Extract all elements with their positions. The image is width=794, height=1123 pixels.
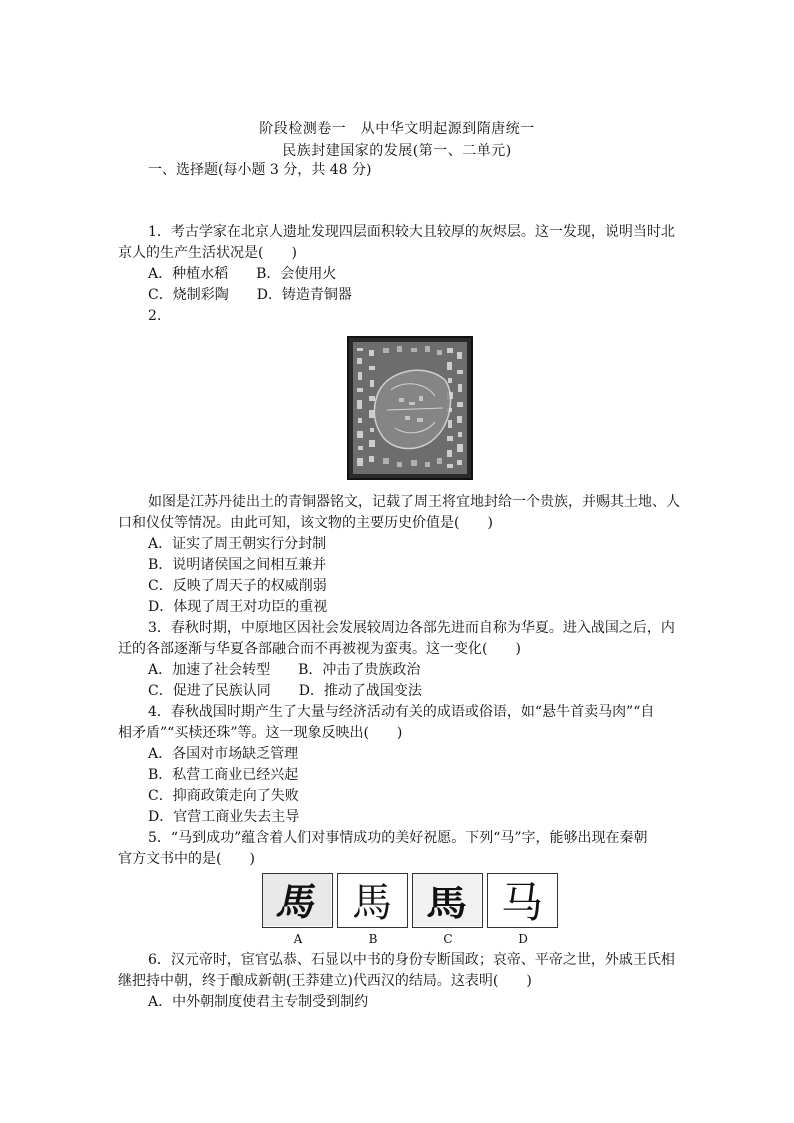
q2-stem-line1: 如图是江苏丹徒出土的青铜器铭文，记载了周王将宜地封给一个贵族，并赐其土地、人 bbox=[148, 494, 680, 510]
q3-stem-line2: 迁的各部逐渐与华夏各部融合而不再被视为蛮夷。这一变化( ) bbox=[118, 641, 521, 657]
ma-char-c-glyph: 馬 bbox=[425, 883, 467, 924]
ma-char-d-image bbox=[487, 873, 558, 928]
q4-option-a: A．各国对市场缺乏管理 bbox=[148, 746, 299, 762]
ma-char-label-d: D bbox=[518, 932, 528, 946]
q2-option-b: B．说明诸侯国之间相互兼并 bbox=[148, 557, 327, 573]
q2-option-d: D．体现了周王对功臣的重视 bbox=[148, 599, 328, 615]
q1-options-line1: A．种植水稻 B．会使用火 bbox=[148, 266, 337, 282]
ma-char-b-image bbox=[337, 873, 408, 928]
ma-char-a-image bbox=[262, 873, 333, 928]
q6-stem-line1: 6．汉元帝时，宦官弘恭、石显以中书的身份专断国政；哀帝、平帝之世，外戚王氏相 bbox=[148, 952, 675, 968]
ma-char-label-b: B bbox=[368, 932, 378, 946]
exam-subtitle: 民族封建国家的发展(第一、二单元) bbox=[282, 143, 512, 159]
q1-stem-line1: 1．考古学家在北京人遗址发现四层面积较大且较厚的灰烬层。这一发现，说明当时北 bbox=[148, 224, 675, 240]
q2-option-c: C．反映了周天子的权威削弱 bbox=[148, 578, 327, 594]
exam-title: 阶段检测卷一 从中华文明起源到隋唐统一 bbox=[259, 121, 535, 137]
q3-options-line2: C．促进了民族认同 D．推动了战国变法 bbox=[148, 683, 422, 699]
ma-char-b-glyph: 馬 bbox=[352, 880, 392, 926]
ma-char-label-a: A bbox=[293, 932, 303, 946]
q1-stem-line2: 京人的生产生活状况是( ) bbox=[118, 245, 297, 261]
q4-option-d: D．官营工商业失去主导 bbox=[148, 809, 300, 825]
ma-char-d-glyph: 马 bbox=[500, 878, 544, 926]
ma-char-label-c: C bbox=[443, 932, 453, 946]
q5-stem-line2: 官方文书中的是( ) bbox=[118, 851, 255, 867]
ma-character-images bbox=[262, 873, 558, 929]
q1-options-line2: C．烧制彩陶 D．铸造青铜器 bbox=[148, 287, 352, 303]
q2-option-a: A．证实了周王朝实行分封制 bbox=[148, 536, 327, 552]
q3-options-line1: A．加速了社会转型 B．冲击了贵族政治 bbox=[148, 662, 421, 678]
q6-stem-line2: 继把持中朝，终于酿成新朝(王莽建立)代西汉的结局。这表明( ) bbox=[118, 973, 532, 989]
q4-stem-line1: 4．春秋战国时期产生了大量与经济活动有关的成语或俗语，如“悬牛首卖马肉”“自 bbox=[148, 704, 655, 720]
q4-option-b: B．私营工商业已经兴起 bbox=[148, 767, 299, 783]
q4-option-c: C．抑商政策走向了失败 bbox=[148, 788, 299, 804]
q4-stem-line2: 相矛盾”“买椟还珠”等。这一现象反映出( ) bbox=[118, 725, 403, 741]
q2-number: 2. bbox=[148, 308, 162, 324]
q5-stem-line1: 5．“马到成功”蕴含着人们对事情成功的美好祝愿。下列“马”字，能够出现在秦朝 bbox=[148, 830, 648, 846]
section-label: 一、选择题(每小题 3 分，共 48 分) bbox=[148, 162, 372, 178]
bronze-inscription-rubbing-image bbox=[347, 336, 473, 480]
ma-char-a-glyph: 馬 bbox=[273, 880, 321, 925]
q6-option-a: A．中外朝制度使君主专制受到制约 bbox=[148, 994, 369, 1010]
q3-stem-line1: 3．春秋时期，中原地区因社会发展较周边各部先进而自称为华夏。进入战国之后，内 bbox=[148, 620, 675, 636]
q2-stem-line2: 口和仪仗等情况。由此可知，该文物的主要历史价值是( ) bbox=[118, 515, 493, 531]
ma-char-c-image bbox=[412, 873, 483, 928]
